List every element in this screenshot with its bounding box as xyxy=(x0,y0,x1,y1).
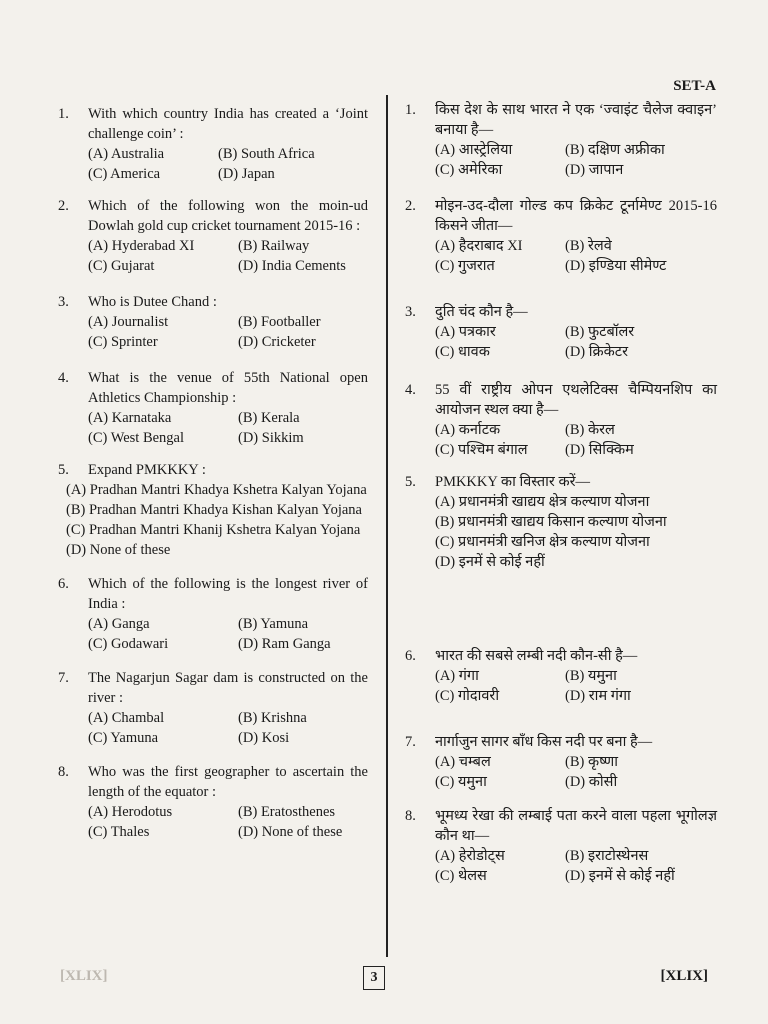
question-en-7: 7. The Nagarjun Sagar dam is constructed on the river : (A) Chambal (B) Krishna (C) Yamuna (D) Kosi xyxy=(58,670,368,746)
page-number: 3 xyxy=(363,966,385,990)
question-hi-8: 8. भूमध्य रेखा की लम्बाई पता करने वाला पहला भूगोलज्ञ कौन था— (A) हेरोडोट्स (B) इराटोस्थेनस (C) थेलस (D) इनमें से कोई नहीं xyxy=(405,808,717,884)
question-en-5: 5. Expand PMKKKY : (A) Pradhan Mantri Khadya Kshetra Kalyan Yojana (B) Pradhan Mantri Khadya Kishan Kalyan Yojana (C) Pradhan Mantri Khanij Kshetra Kalyan Yojana (D) None of these xyxy=(58,462,367,558)
question-en-1: 1. With which country India has created a ‘Joint challenge coin’ : (A) Australia (B) South Africa (C) America (D) Japan xyxy=(58,106,368,182)
hindi-column xyxy=(405,98,717,886)
question-hi-5: 5. PMKKKY का विस्तार करें— (A) प्रधानमंत्री खाद्यय क्षेत्र कल्याण योजना (B) प्रधानमंत्री खाद्यय किसान कल्याण योजना (C) प्रधानमंत्री खनिज क्षेत्र कल्याण योजना (D) इनमें से कोई नहीं xyxy=(405,474,667,570)
question-en-3: 3. Who is Dutee Chand : (A) Journalist (B) Footballer (C) Sprinter (D) Cricketer xyxy=(58,294,321,350)
question-en-2: 2. Which of the following won the moin-ud Dowlah gold cup cricket tournament 2015-16 : (A) Hyderabad XI (B) Railway (C) Gujarat (D) India Cements xyxy=(58,198,368,274)
question-en-4: 4. What is the venue of 55th National open Athletics Championship : (A) Karnataka (B) Kerala (C) West Bengal (D) Sikkim xyxy=(58,370,368,446)
set-label: SET-A xyxy=(673,78,716,94)
question-hi-6: 6. भारत की सबसे लम्बी नदी कौन-सी है— (A) गंगा (B) यमुना (C) गोदावरी (D) राम गंगा xyxy=(405,648,638,704)
question-hi-3: 3. दुति चंद कौन है— (A) पत्रकार (B) फुटबॉलर (C) धावक (D) क्रिकेटर xyxy=(405,304,635,360)
question-hi-1: 1. किस देश के साथ भारत ने एक ‘ज्वाइंट चैलेज क्वाइन’ बनाया है— (A) आस्ट्रेलिया (B) दक्षिण अफ्रीका (C) अमेरिका (D) जापान xyxy=(405,102,717,178)
question-hi-7: 7. नार्गाजुन सागर बाँध किस नदी पर बना है— (A) चम्बल (B) कृष्णा (C) यमुना (D) कोसी xyxy=(405,734,653,790)
question-hi-2: 2. मोइन-उद-दौला गोल्ड कप क्रिकेट टूर्नामेण्ट 2015-16 किसने जीता— (A) हैदराबाद XI (B) रेलवे (C) गुजरात (D) इण्डिया सीमेण्ट xyxy=(405,198,717,274)
question-en-8: 8. Who was the first geographer to ascertain the length of the equator : (A) Herodotus (B) Eratosthenes (C) Thales (D) None of these xyxy=(58,764,368,840)
english-column xyxy=(58,98,368,842)
column-divider xyxy=(386,95,388,957)
question-hi-4: 4. 55 वीं राष्ट्रीय ओपन एथलेटिक्स चैम्पियनशिप का आयोजन स्थल क्या है— (A) कर्नाटक (B) केरल (C) पश्चिम बंगाल (D) सिक्किम xyxy=(405,382,717,458)
question-en-6: 6. Which of the following is the longest river of India : (A) Ganga (B) Yamuna (C) Godawari (D) Ram Ganga xyxy=(58,576,368,652)
footer-left-code: [XLIX] xyxy=(60,968,108,984)
footer-right-code: [XLIX] xyxy=(660,968,708,984)
